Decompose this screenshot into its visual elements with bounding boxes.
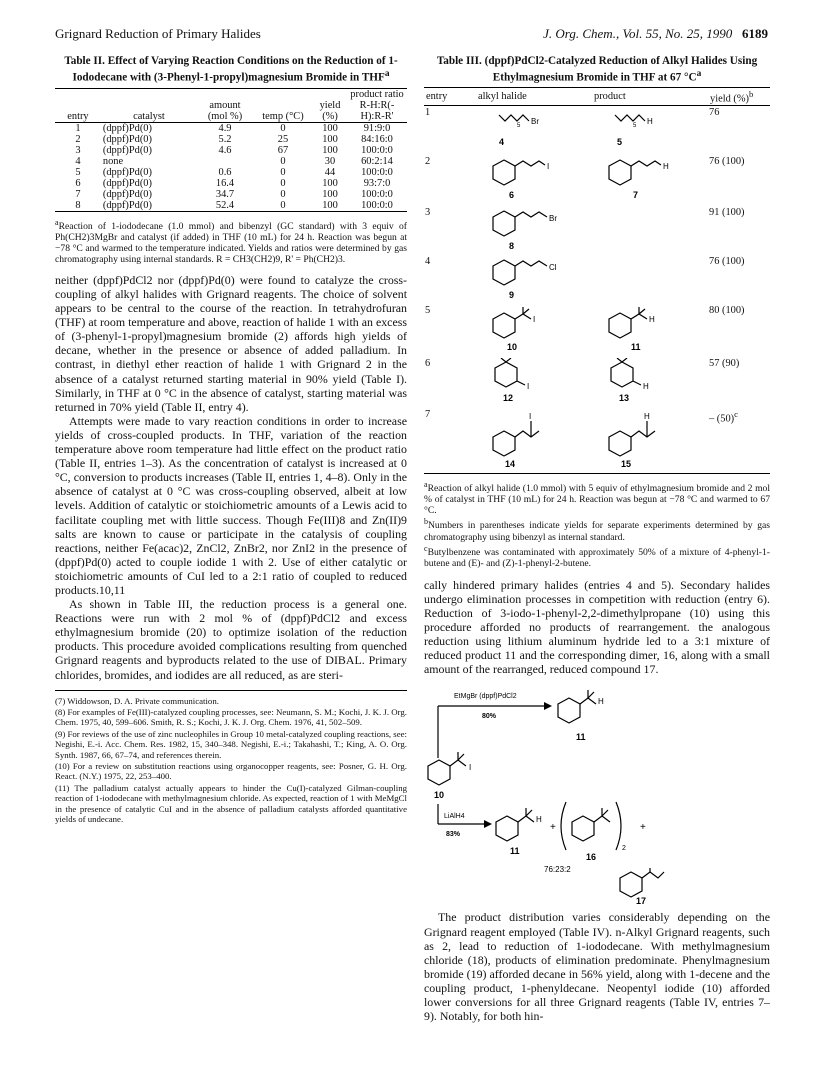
svg-text:H: H [647,117,653,127]
svg-text:Cl: Cl [549,263,557,273]
compound-number: 5 [617,137,623,148]
compound-17-structure [424,868,770,904]
t2-cell-amount: 16.4 [215,177,235,189]
reference-9: (9) For reviews of the use of zinc nucleophiles in Group 10 metal-catalyzed coupling reactions, see: Negishi, E.-i. Acc. Chem. Res. 1982, 15, 340–348. Negishi, E.-i.; Takahashi, T.; King, A. O. Org. Synth. 1987, 66, 67–74, and references therein. [55,728,407,760]
alkyl-halide-structure [477,156,587,202]
t2-cell-entry: 7 [75,188,81,200]
compound-number: 4 [499,137,505,148]
svg-text:9: 9 [509,290,515,301]
t2-cell-yield: 100 [322,177,338,189]
table-row [424,357,770,408]
product-structure [593,305,703,353]
t2-cell-temp: 0 [280,122,286,134]
t2-col-amount: amount (mol %) [197,88,253,122]
t2-cell-entry: 5 [75,166,81,178]
svg-text:8: 8 [509,241,515,252]
t2-cell-ratio: 93:7:0 [363,177,391,189]
table3-footnotes [424,479,770,569]
table-row [424,408,770,474]
table3-footnote-b: $^b$Numbers in parentheses indicate yields for separate experiments determined by gas chromatography using bibenzyl as internal standard. [424,517,770,543]
table-row [55,145,407,156]
svg-text:H: H [598,697,604,707]
t2-cell-ratio: 100:0:0 [361,144,393,156]
t3-col-halide: alkyl halide [476,87,592,105]
reaction-scheme [424,678,770,878]
paragraph-right-1: cally hindered primary halides (entries 4 and 5). Secondary halides undergo elimination processes in competition with reduction (entry 6). Reduction of 3-iodo-1-phenyl-2,2-dimethylpropane (10) using this procedure afforded no products of rearrangement. the analogous reduction using lithium aluminum hydride led to a 3:1 mixture of reduced product 11 and the corresponding dimer, 16, along with a small amount of the rearranged, reduced compound 17. [424,577,770,677]
t2-cell-ratio: 100:0:0 [361,188,393,200]
t2-cell-temp: 0 [280,188,286,200]
table2 [55,88,407,212]
table-row [55,122,407,134]
t3-entry: 7 [424,408,476,474]
table3-footnote-c: $^c$Butylbenzene was contaminated with approximately 50% of a mixture of 4-phenyl-1-butene and (E)- and (Z)-1-phenyl-2-butene. [424,543,770,569]
svg-text:+: + [550,822,556,834]
t2-cell-amount: 34.7 [215,188,235,200]
table-row [55,167,407,178]
table2-caption: Table II. Effect of Varying Reaction Conditions on the Reduction of 1-Iododecane with (3-Phenyl-1-propyl)magnesium Bromide in THF$^a$ [64,55,398,84]
alkyl-halide-structure [477,107,587,151]
t2-col-catalyst: catalyst [101,88,197,122]
svg-text:14: 14 [505,459,516,470]
svg-text:13: 13 [619,393,630,404]
reference-8: (8) For examples of Fe(III)-catalyzed coupling processes, see: Neumann, S. M.; Kochi, J. K. J. Org. Chem. 1975, 40, 599–606. Smith, R. S.; Kochi, J. K. J. Org. Chem. 1976, 41, 502–509. [55,707,407,728]
t3-halide-cell [476,206,592,255]
paragraph-3: As shown in Table III, the reduction process is a general one. Reactions were run with 2 mol % of (dppf)PdCl2 and excess ethylmagnesium bromide (20) to optimize isolation of the reduction products. This procedure avoided complications resulting from quenched Grignard reagents and byproducts related to the use of DIBAL. Primary chlorides, bromides, and iodides are all reduced, as are steri- [55,597,407,682]
svg-text:6: 6 [509,190,515,201]
table2-body [55,122,407,211]
t2-cell-ratio: 60:2:14 [361,155,393,167]
t2-col-yield: yield (%) [313,88,347,122]
svg-text:H: H [643,382,649,392]
t3-product-cell [592,155,708,206]
t2-cell-entry: 8 [55,200,101,212]
t2-cell-yield: 44 [324,166,336,178]
reference-7: (7) Widdowson, D. A. Private communication. [55,695,219,706]
t3-product-cell [592,304,708,357]
svg-text:5: 5 [633,123,637,130]
t2-cell-entry: 4 [75,155,81,167]
t2-cell-catalyst: (dppf)Pd(0) [102,177,152,189]
t2-cell-temp: 25 [277,133,289,145]
t3-entry: 2 [425,156,431,168]
product-structure [593,409,703,469]
t3-halide-cell [476,155,592,206]
t2-cell-amount: 52.4 [197,200,253,212]
t2-cell-ratio: 100:0:0 [347,200,407,212]
running-header-title: Grignard Reduction of Primary Halides [55,26,261,41]
table3-caption: Table III. (dppf)PdCl2-Catalyzed Reduction of Alkyl Halides Using Ethylmagnesium Bromide in THF at 67 $^\circ C^a$ [436,55,758,84]
table-row [424,155,770,206]
compound-number: 11 [510,846,520,857]
svg-text:12: 12 [503,393,514,404]
t2-cell-yield: 100 [322,122,338,134]
t2-cell-entry: 2 [75,133,81,145]
compound-number: 10 [434,790,445,801]
alkyl-halide-structure [477,256,587,300]
svg-text:2: 2 [622,845,626,853]
svg-text:5: 5 [517,123,521,130]
t3-yield: – $(50)^c$ [708,408,770,474]
t3-col-product: product [592,87,708,105]
t2-cell-ratio: 100:0:0 [361,166,393,178]
svg-text:7: 7 [633,190,639,201]
t2-cell-amount: 0.6 [218,166,232,178]
paragraph-2: Attempts were made to vary reaction conditions in order to increase yields of cross-coupled products. In THF, variation of the reaction temperature above room temperature had little effect on the product ratio (Table II, entries 1–3). As the concentration of catalyst is increased at 0 °C, conversion to products increases (Table II, entries 1, 4–8). Only in the absence of catalyst at 0 °C was cross-coupling observed, albeit at low levels. Addition of catalytic or stoichiometric amounts of a Lewis acid to facilitate coupling met with little success. Though Fe(III)8 and Zn(II)9 salts are known to cause or participate in the catalysis of coupling reactions, neither Fe(acac)2, ZnCl2, ZnBr2, nor ZnI2 in the presence of (dppf)Pd(0) acted to couple iodide 1 with 2. Use of either catalytic or stoichiometric amounts of CuI led to a 2:1 ratio of coupled to reduced products.10,11 [55,413,407,597]
table3 [424,87,770,474]
t2-cell-temp: 67 [277,144,289,156]
alkyl-halide-structure [477,409,587,469]
reference-11: (11) The palladium catalyst actually appears to hinder the Cu(I)-catalyzed Gilman-coupling reaction of 1-iododecane with methylmagnesium chloride. As expected, reaction of 1 with MeMgCl in the presence of catalytic CuI and in the absence of palladium catalysts afforded quantitative yields of undecane. [55,782,407,825]
references [55,690,407,825]
alkyl-halide-structure [477,305,587,353]
compound-number: 16 [586,852,597,863]
t2-col-temp: temp (°C) [253,88,313,122]
compound-number: 11 [576,732,586,743]
t3-entry: 3 [425,207,431,219]
running-header-journal [543,26,768,42]
scheme-yield-2: 83% [446,831,461,839]
scheme-reagent-1: EtMgBr (dppf)PdCl2 [454,693,517,701]
t2-cell-temp: 0 [253,200,313,212]
halide-atom: Br [531,117,539,127]
compound-number: 17 [636,896,647,905]
t3-col-yield: yield (%)$^b$ [708,87,770,105]
t2-col-entry: entry [55,88,101,122]
table-row [424,255,770,304]
svg-text:Br: Br [549,214,557,224]
t3-col-entry: entry [424,87,476,105]
left-column [55,55,407,826]
journal-volume: Vol. 55, No. 25, 1990 [622,26,733,41]
table-row [424,206,770,255]
svg-text:15: 15 [621,459,632,470]
reference-10: (10) For a review on substitution reactions using organocopper reagents, see: Posner, G. H. Org. React. (N.Y.) 1975, 22, 253–400. [55,761,407,782]
t3-yield: 76 [709,107,720,119]
t2-cell-temp: 0 [280,155,286,167]
t2-cell-ratio: 91:9:0 [363,122,391,134]
t2-cell-entry: 1 [75,122,81,134]
t2-cell-amount: 5.2 [218,133,232,145]
t3-halide-cell [476,255,592,304]
t2-cell-catalyst: (dppf)Pd(0) [102,122,152,134]
t3-entry: 6 [425,358,431,370]
t2-cell-amount [197,156,253,167]
product-structure [593,156,703,202]
t2-cell-amount: 4.9 [218,122,232,134]
table3-footnote-a: $^a$Reaction of alkyl halide (1.0 mmol) with 5 equiv of ethylmagnesium bromide and 2 mol % of catalyst in THF (10 mL) for 24 h. Reaction was begun at −78 °C and warmed to 67 °C. [424,480,770,517]
right-column [424,55,770,1023]
product-structure [593,107,703,151]
svg-text:I: I [547,162,550,172]
t3-yield: 76 (100) [709,156,745,168]
scheme-yield-1: 80% [482,713,497,721]
svg-text:I: I [533,315,536,325]
svg-text:10: 10 [507,342,518,353]
scheme-reagent-2: LiAlH4 [444,813,465,821]
product-structure [593,358,703,404]
t3-product-cell [592,357,708,408]
t2-cell-catalyst: (dppf)Pd(0) [102,133,152,145]
t3-product-cell [592,408,708,474]
t3-product-cell [592,106,708,156]
table-row [55,134,407,145]
t3-halide-cell [476,357,592,408]
table-row [424,304,770,357]
svg-text:I: I [529,412,532,422]
t3-entry: 1 [425,107,431,119]
table-row [55,189,407,200]
svg-text:H: H [649,315,655,325]
paragraph-1: neither (dppf)PdCl2 nor (dppf)Pd(0) were found to catalyze the cross-coupling of alkyl halides with Grignard reagents. The choice of solvent appears to be central to the course of the reaction. In tetrahydrofuran (THF) at room temperature and above, reaction of halide 1 with an excess of (3-phenyl-1-propyl)magnesium bromide (2) affords high yields of decane, whether in the presence or absence of added palladium. In contrast, in diethyl ether reaction of halide 1 with Grignard 2 in the absence of a catalyst returned starting material in 90% yield (Table I). Similarly, in THF at 0 °C in the absence of catalyst, starting material was returned in 70% yield (Table II, entry 4). [55,272,407,414]
t2-cell-catalyst: (dppf)Pd(0) [102,166,152,178]
table-row [55,200,407,212]
table-row [424,106,770,156]
t3-yield: 76 (100) [709,256,745,268]
t2-cell-yield: 100 [322,144,338,156]
svg-text:H: H [644,412,650,422]
t2-cell-yield: 100 [322,133,338,145]
t3-entry: 5 [425,305,431,317]
svg-text:11: 11 [631,342,641,353]
table-row [55,156,407,167]
t3-halide-cell [476,304,592,357]
t2-cell-yield: 100 [313,200,347,212]
t2-cell-entry: 6 [75,177,81,189]
t2-cell-yield: 30 [324,155,336,167]
svg-text:H: H [536,815,542,825]
t3-entry: 4 [425,256,431,268]
page-number: 6189 [742,26,768,41]
t2-cell-catalyst: none [102,155,124,167]
t2-cell-catalyst: (dppf)Pd(0) [102,144,152,156]
t2-col-ratio: product ratio R-H:R(-H):R-R' [347,88,407,122]
t2-cell-temp: 0 [280,177,286,189]
svg-text:+: + [640,822,646,834]
t3-yield: 80 (100) [709,305,745,317]
t3-halide-cell [476,408,592,474]
t3-yield: 91 (100) [709,207,745,219]
t3-yield: 57 (90) [709,358,740,370]
t2-cell-yield: 100 [322,188,338,200]
svg-text:H: H [663,162,669,172]
t2-cell-temp: 0 [280,166,286,178]
svg-text:I: I [527,382,530,392]
table-row [55,178,407,189]
t2-cell-catalyst: (dppf)Pd(0) [101,200,197,212]
t2-cell-entry: 3 [75,144,81,156]
journal-name: J. Org. Chem., [543,26,620,41]
alkyl-halide-structure [477,207,587,251]
scheme-ratio: 76:23:2 [544,865,571,875]
t2-cell-amount: 4.6 [218,144,232,156]
alkyl-halide-structure [477,358,587,404]
t3-halide-cell [476,106,592,156]
t2-cell-catalyst: (dppf)Pd(0) [102,188,152,200]
paragraph-right-2: The product distribution varies considerably depending on the Grignard reagent employed (Table IV). n-Alkyl Grignard reagents, such as 2, lead to reduction of 1-iododecane. With methylmagnesium chloride (18), products of elimination predominate. Phenylmagnesium bromide (19) afforded decane in 56% yield, along with 1-decene and the coupling product, 1-phenyldecane. Neopentyl iodide (10) afforded lower conversions for all three Grignard reagents (Table IV, entries 7–9). Notably, for both hin- [424,910,770,1024]
svg-text:I: I [469,763,472,773]
t2-cell-ratio: 84:16:0 [361,133,393,145]
table2-footnote: $^a$Reaction of 1-iododecane (1.0 mmol) and bibenzyl (GC standard) with 3 equiv of Ph(CH2)3MgBr and catalyst (if added) in THF (10 mL) for 24 h. Reaction was begun at −78 °C and warmed to the temperature indicated. Yields and ratios were determined by gas chromatography using internal standards. R = CH3(CH2)9, R' = Ph(CH2)3. [55,217,407,265]
